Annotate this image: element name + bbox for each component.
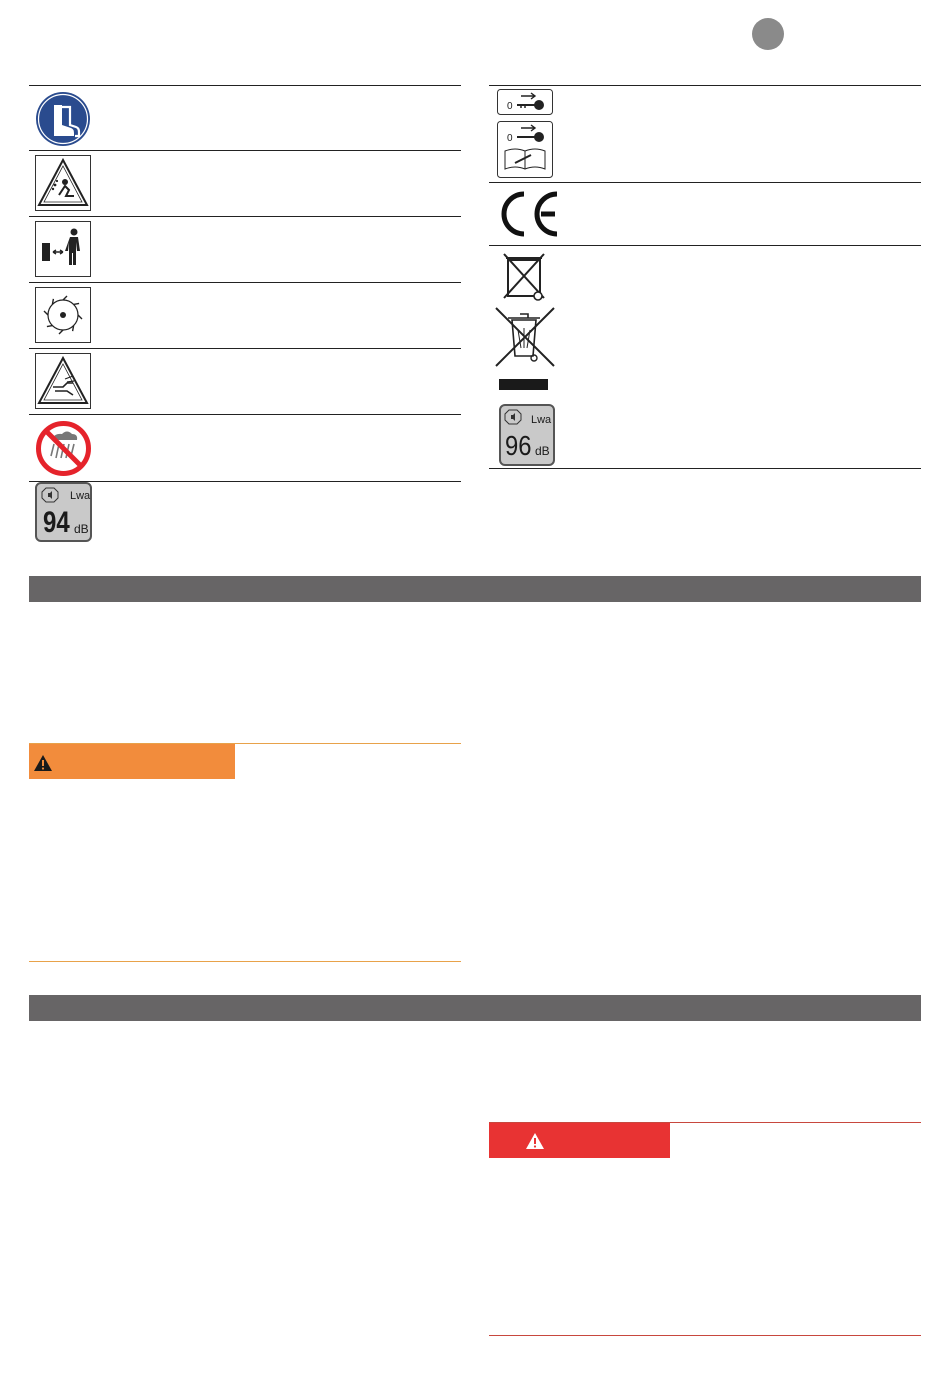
caution-badge: [29, 744, 235, 779]
no-rain-icon: [35, 420, 92, 482]
table-rule: [489, 468, 921, 469]
table-rule: [29, 481, 461, 482]
table-rule: [489, 182, 921, 183]
svg-text:0: 0: [507, 101, 513, 112]
sound-power-96-icon: [499, 404, 555, 466]
svg-text:0: 0: [507, 133, 513, 144]
section-header-bar: [29, 576, 921, 602]
rotating-blade-icon: [35, 287, 91, 348]
hand-cut-warning-icon: [35, 353, 91, 414]
black-bar-icon: [499, 379, 548, 390]
sound-level-value: 96: [505, 430, 532, 461]
speaker-icon: [504, 409, 522, 425]
key-remove-manual-icon: [497, 121, 553, 183]
caution-bottom-rule: [29, 961, 461, 962]
sound-level-value: 94: [43, 506, 70, 539]
sound-power-94-icon: [35, 482, 92, 542]
table-rule: [29, 282, 461, 283]
table-rule: [29, 85, 461, 86]
no-trash-battery-icon: [500, 250, 550, 307]
speaker-icon: [41, 487, 59, 503]
language-indicator: [752, 18, 784, 50]
danger-badge: [489, 1123, 670, 1158]
danger-bottom-rule: [489, 1335, 921, 1336]
safety-boots-icon: [35, 91, 91, 152]
table-rule: [29, 150, 461, 151]
key-remove-icon: [497, 89, 553, 120]
section-header-bar: [29, 995, 921, 1021]
sound-unit: dB: [74, 522, 89, 536]
ce-mark-icon: [497, 190, 561, 243]
table-rule: [29, 216, 461, 217]
lwa-label: Lwa: [531, 414, 552, 426]
weee-bin-icon: [494, 306, 556, 373]
table-rule: [489, 85, 921, 86]
table-rule: [489, 245, 921, 246]
table-rule: [29, 348, 461, 349]
keep-distance-icon: [35, 221, 91, 282]
warning-triangle-icon: [525, 1132, 545, 1150]
warning-triangle-icon: [33, 754, 53, 772]
table-rule: [29, 414, 461, 415]
thrown-objects-warning-icon: [35, 155, 91, 216]
sound-unit: dB: [535, 444, 550, 458]
lwa-label: Lwa: [70, 490, 91, 502]
